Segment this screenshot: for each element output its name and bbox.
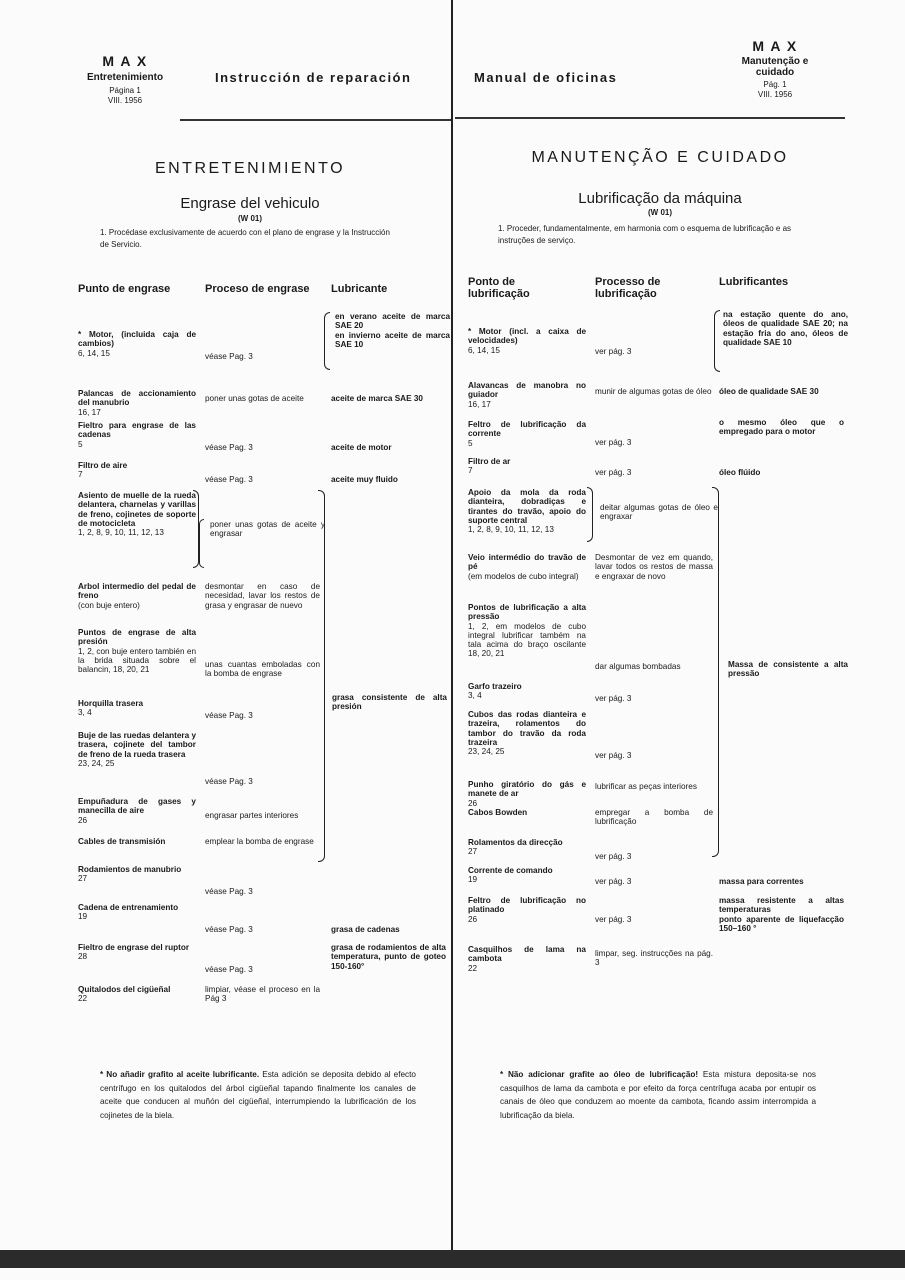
lubrication-point [78, 389, 196, 417]
lubrication-process: Desmontar de vez em quando, lavar todos os restos de massa e engraxar de novo [595, 553, 713, 581]
section-subheading: Lubrificação da máquina [578, 190, 742, 207]
point-numbers: 1, 2, 8, 9, 10, 11, 12, 13 [468, 525, 554, 535]
lubrication-process: ver pág. 3 [595, 438, 632, 447]
point-numbers: 23, 24, 25 [468, 747, 505, 757]
point-name: Horquilla trasera [78, 699, 144, 708]
column-header: Proceso de engrase [205, 283, 310, 295]
page-number: Pág. 1 [763, 80, 787, 89]
section-heading: ENTRETENIMIENTO [154, 160, 346, 177]
section-code: (W 01) [648, 208, 672, 217]
brace [318, 490, 325, 862]
document-title: Instrucción de reparación [215, 70, 412, 85]
lubrication-point [468, 457, 586, 476]
brace [199, 519, 204, 568]
point-name: Quitalodos del cigüeñal [78, 985, 171, 994]
point-numbers: 6, 14, 15 [468, 345, 500, 355]
lubrication-process: véase Pag. 3 [205, 777, 253, 786]
lubrication-process: limpiar, véase el proceso en la Pág 3 [205, 985, 320, 1004]
point-numbers: 19 [468, 875, 478, 885]
point-numbers: 6, 14, 15 [78, 348, 110, 358]
lubricant: massa resistente a altas temperaturas ponto aparente de liquefacção 150–160 ° [719, 896, 844, 933]
column-divider [451, 0, 453, 1250]
lubricant: aceite de motor [331, 443, 392, 452]
lubrication-process: deitar algumas gotas de óleo e engraxar [600, 503, 718, 522]
footnote [500, 1068, 816, 1122]
scan-edge-bar [0, 1250, 905, 1268]
header-rule [455, 117, 845, 119]
lubrication-process: emplear la bomba de engrase [205, 837, 314, 846]
page-number: Página 1 [109, 86, 141, 95]
point-name: Feltro de lubrificação da corrente [468, 420, 586, 439]
lubrication-process: véase Pag. 3 [205, 925, 253, 934]
column-header: Ponto de lubrificação [468, 276, 530, 300]
point-name: * Motor (incl. a caixa de velocidades) [468, 327, 586, 346]
lubrication-point [78, 985, 196, 1004]
lubrication-process: poner unas gotas de aceite y engrasar [210, 520, 325, 539]
lubrication-point [78, 582, 196, 610]
lubrication-point [78, 865, 196, 884]
lubrication-point [468, 896, 586, 924]
right-header-info [720, 38, 830, 100]
header-rule [180, 119, 452, 121]
lubrication-process: véase Pag. 3 [205, 443, 253, 452]
lubrication-point [78, 903, 196, 922]
lubrication-process: véase Pag. 3 [205, 887, 253, 896]
column-header: Processo de lubrificação [595, 276, 661, 300]
lubrication-point [468, 945, 586, 973]
point-name: Pontos de lubrificação a alta pressão [468, 603, 586, 622]
point-numbers: 1, 2, em modelos de cubo integral lubrificar também na tala acima do braço oscilante 18, 20, 21 [468, 621, 586, 659]
point-numbers: 27 [78, 874, 88, 884]
document-title-pt: Manual de oficinas [474, 70, 618, 85]
point-name: Garfo trazeiro [468, 682, 522, 691]
point-numbers: 3, 4 [78, 708, 92, 718]
point-numbers: 23, 24, 25 [78, 758, 115, 768]
section-name: Manutenção e cuidado [741, 56, 809, 78]
lubrication-process: poner unas gotas de aceite [205, 394, 304, 403]
brace [714, 310, 720, 372]
brace [712, 487, 719, 857]
lubrication-point [78, 628, 196, 674]
lubrication-process: ver pág. 3 [595, 751, 632, 760]
lubricant: massa para correntes [719, 877, 804, 886]
point-numbers: 7 [468, 466, 473, 476]
point-name: Puntos de engrase de alta presión [78, 628, 196, 647]
lubrication-process: ver pág. 3 [595, 347, 632, 356]
point-numbers: (con buje entero) [78, 600, 140, 610]
point-name: Veio intermédio do travão de pé [468, 553, 586, 572]
lubrication-process: ver pág. 3 [595, 852, 632, 861]
point-name: Fieltro de engrase del ruptor [78, 943, 190, 952]
date: VIII. 1956 [757, 90, 793, 99]
point-numbers: 26 [468, 798, 478, 808]
point-numbers: 27 [468, 847, 478, 857]
lubrication-process: véase Pag. 3 [205, 711, 253, 720]
point-numbers: 5 [468, 438, 473, 448]
lubrication-process: limpar, seg. instrucções na pág. 3 [595, 949, 713, 968]
lubrication-point [78, 421, 196, 449]
intro-text: 1. Procédase exclusivamente de acuerdo con el plano de engrase y la Instrucción de Servicio. [100, 228, 390, 249]
point-name: Rolamentos da direcção [468, 838, 563, 847]
lubrication-point [78, 491, 196, 537]
lubricant: grasa de cadenas [331, 925, 400, 934]
footnote [100, 1068, 416, 1122]
lubrication-process: engrasar partes interiores [205, 811, 299, 820]
lubrication-process: unas cuantas emboladas con la bomba de engrase [205, 660, 320, 679]
point-name: Rodamientos de manubrio [78, 865, 182, 874]
brand: M A X [752, 38, 798, 54]
footnote-warning: * Não adicionar grafite ao óleo de lubrificação! [500, 1070, 699, 1079]
point-numbers: 1, 2, con buje entero también en la brida situada sobre el balancin, 18, 20, 21 [78, 646, 196, 675]
section-name: Entretenimiento [86, 72, 164, 83]
lubrication-point [468, 420, 586, 448]
footnote-text: Esta adición se deposita debido al efecto centrífugo en los quitalodos del árbol cigüeñal tapando finalmente los canales de aceite que conducen al muñón del cigüeñal, interrumpiendo la lubrificación de los cojinetes de la biela. [100, 1070, 416, 1120]
point-numbers: 26 [78, 815, 88, 825]
lubrication-point [78, 330, 196, 358]
lubrication-process: ver pág. 3 [595, 915, 632, 924]
point-name: Casquilhos de lama na cambota [468, 945, 586, 964]
point-name: Empuñadura de gases y manecilla de aire [78, 797, 196, 816]
lubrication-point [468, 866, 586, 885]
section-heading: MANUTENÇÃO E CUIDADO [531, 149, 789, 166]
column-header: Lubrificantes [719, 276, 789, 288]
point-numbers: 1, 2, 8, 9, 10, 11, 12, 13 [78, 528, 164, 538]
lubrication-point [468, 780, 586, 808]
point-numbers: 19 [78, 912, 88, 922]
column-header: Lubricante [331, 283, 388, 295]
point-numbers: 22 [78, 994, 88, 1004]
point-name: Cabos Bowden [468, 808, 528, 817]
column-header: Punto de engrase [78, 283, 171, 295]
date: VIII. 1956 [107, 96, 143, 105]
lubrication-process: ver pág. 3 [595, 694, 632, 703]
lubrication-process: empregar a bomba de lubrificação [595, 808, 713, 827]
group-lubricant: Massa de consistente a alta pressão [728, 660, 848, 679]
point-name: Feltro de lubrificação no platinado [468, 896, 586, 915]
lubrication-process: véase Pag. 3 [205, 965, 253, 974]
lubricant: o mesmo óleo que o empregado para o motor [719, 418, 844, 437]
lubrication-point [468, 838, 586, 857]
lubrication-process: desmontar en caso de necesidad, lavar los restos de grasa y engrasar de nuevo [205, 582, 320, 610]
lubrication-point [468, 327, 586, 355]
lubrication-point [78, 837, 196, 846]
lubrication-point [78, 731, 196, 768]
intro-text: 1. Proceder, fundamentalmente, em harmonia com o esquema de lubrificação e as instruções de serviço. [498, 224, 792, 245]
lubricant: grasa de rodamientos de alta temperatura, punto de goteo 150-160° [331, 943, 446, 971]
lubrication-point [78, 699, 196, 718]
lubrication-point [468, 682, 586, 701]
lubricant: en verano aceite de marca SAE 20 en invierno aceite de marca SAE 10 [335, 312, 450, 349]
lubrication-point [468, 603, 586, 659]
left-header-info [70, 53, 180, 106]
lubrication-process: véase Pag. 3 [205, 475, 253, 484]
point-numbers: 16, 17 [78, 407, 101, 417]
lubrication-point [78, 797, 196, 825]
point-name: Fieltro para engrase de las cadenas [78, 421, 196, 440]
lubrication-point [78, 461, 196, 480]
point-name: Arbol intermedio del pedal de freno [78, 582, 196, 601]
lubricant: aceite muy fluido [331, 475, 398, 484]
lubrication-process: dar algumas bombadas [595, 662, 681, 671]
point-name: Palancas de accionamiento del manubrio [78, 389, 196, 408]
point-numbers: (em modelos de cubo integral) [468, 571, 579, 581]
point-name: Corrente de comando [468, 866, 553, 875]
brace [587, 487, 593, 542]
lubrication-process: ver pág. 3 [595, 468, 632, 477]
point-name: Alavancas de manobra no guiador [468, 381, 586, 400]
lubrication-process: ver pág. 3 [595, 877, 632, 886]
lubrication-point [468, 553, 586, 581]
section-subheading: Engrase del vehiculo [180, 195, 320, 212]
lubrication-process: lubrificar as peças interiores [595, 782, 697, 791]
point-name: Buje de las ruedas delantera y trasera, cojinete del tambor de freno de la rueda trasera [78, 731, 196, 759]
lubricant: óleo flúido [719, 468, 761, 477]
point-numbers: 26 [468, 914, 478, 924]
lubrication-process: véase Pag. 3 [205, 352, 253, 361]
footnote-text: Esta mistura deposita-se nos casquilhos de lama da cambota e por efeito da força centrífuga acaba por entupir os canais de óleo que conduzem ao moente da cambota, ficando assim interrompida a lubrificação da biela. [500, 1070, 816, 1120]
section-code: (W 01) [238, 214, 262, 223]
point-name: Filtro de ar [468, 457, 511, 466]
point-name: Filtro de aire [78, 461, 128, 470]
point-name: Cables de transmisión [78, 837, 166, 846]
point-name: Apoio da mola da roda dianteira, dobradiças e tirantes do travão, apoio do suporte central [468, 488, 586, 525]
point-numbers: 5 [78, 439, 83, 449]
point-numbers: 7 [78, 470, 83, 480]
lubrication-point [468, 808, 586, 817]
point-numbers: 16, 17 [468, 399, 491, 409]
point-name: Punho giratório do gás e manete de ar [468, 780, 586, 799]
point-name: Asiento de muelle de la rueda delantera, charnelas y varillas de freno, cojinetes de soporte de motocicleta [78, 491, 196, 528]
lubrication-process: munir de algumas gotas de óleo [595, 387, 712, 396]
lubricant: óleo de qualidade SAE 30 [719, 387, 819, 396]
point-numbers: 28 [78, 952, 88, 962]
point-name: * Motor, (incluida caja de cambios) [78, 330, 196, 349]
group-lubricant: grasa consistente de alta presión [332, 693, 447, 712]
lubrication-point [78, 943, 196, 962]
footnote-warning: * No añadir grafito al aceite lubrificante. [100, 1070, 260, 1079]
lubricant: na estação quente do ano, óleos de qualidade SAE 20; na estação fria do ano, óleos de qualidade SAE 10 [723, 310, 848, 347]
lubrication-point [468, 381, 586, 409]
brand: M A X [102, 53, 148, 69]
lubrication-point [468, 488, 586, 534]
point-name: Cadena de entrenamiento [78, 903, 179, 912]
point-name: Cubos das rodas dianteira e trazeira, rolamentos do tambor do travão da roda trazeira [468, 710, 586, 747]
lubricant: aceite de marca SAE 30 [331, 394, 423, 403]
point-numbers: 3, 4 [468, 691, 482, 701]
lubrication-point [468, 710, 586, 756]
brace [324, 312, 330, 370]
point-numbers: 22 [468, 963, 478, 973]
